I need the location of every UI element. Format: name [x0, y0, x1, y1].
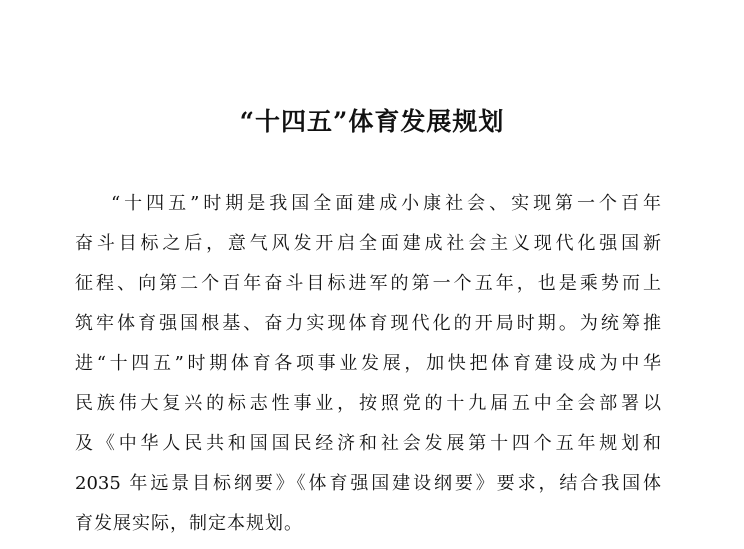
paragraph-line: 民族伟大复兴的标志性事业，按照党的十九届五中全会部署以 — [75, 393, 661, 414]
paragraph-line: 及《中华人民共和国国民经济和社会发展第十四个五年规划和 — [75, 433, 661, 454]
paragraph-line: 进“十四五”时期体育各项事业发展，加快把体育建设成为中华 — [75, 353, 661, 374]
paragraph-line: 育发展实际，制定本规划。 — [75, 513, 303, 534]
paragraph-line: 筑牢体育强国根基、奋力实现体育现代化的开局时期。为统筹推 — [75, 313, 661, 334]
paragraph-line: “十四五”时期是我国全面建成小康社会、实现第一个百年 — [111, 193, 661, 214]
document-paragraph — [75, 189, 661, 549]
paragraph-line: 奋斗目标之后，意气风发开启全面建成社会主义现代化强国新 — [75, 233, 661, 254]
paragraph-line: 征程、向第二个百年奋斗目标进军的第一个五年，也是乘势而上 — [75, 273, 661, 294]
document-title: “十四五”体育发展规划 — [239, 107, 505, 136]
paragraph-line: 2035 年远景目标纲要》《体育强国建设纲要》要求，结合我国体 — [75, 473, 661, 494]
